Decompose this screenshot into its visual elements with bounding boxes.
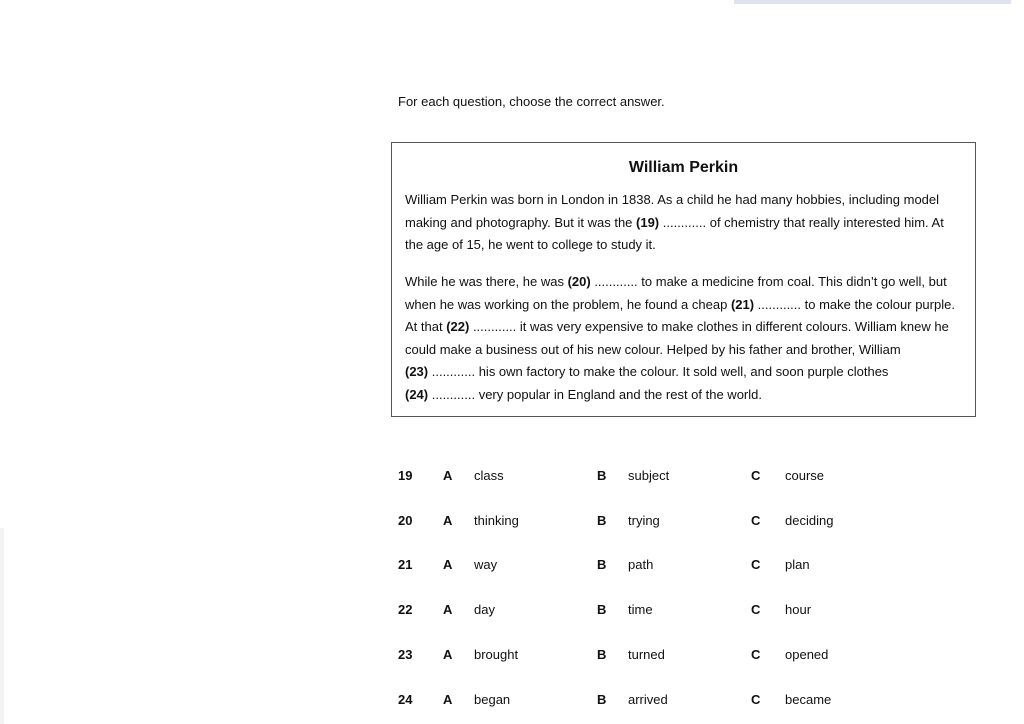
question-row-20 xyxy=(0,513,1024,533)
top-scroll-strip xyxy=(734,0,1011,4)
line-text: At that xyxy=(405,319,447,334)
gap-blank-19[interactable]: ............ xyxy=(659,214,710,230)
gap-number-20: (20) xyxy=(567,274,591,289)
option-letter-b[interactable]: B xyxy=(597,647,607,662)
line-text: could make a business out of his new colour. Helped by his father and brother, William xyxy=(405,341,901,357)
option-c[interactable]: deciding xyxy=(785,513,834,528)
gap-blank-22[interactable]: ............ xyxy=(469,319,520,334)
question-number: 23 xyxy=(398,647,413,662)
option-b[interactable]: time xyxy=(628,602,653,617)
option-a[interactable]: brought xyxy=(474,647,519,662)
question-row-19 xyxy=(0,468,1024,488)
line-text: of chemistry that really interested him. At xyxy=(709,214,944,230)
passage-box xyxy=(391,142,976,417)
option-b[interactable]: trying xyxy=(628,513,660,528)
option-letter-a[interactable]: A xyxy=(443,692,453,707)
gap-number-22: (22) xyxy=(446,319,470,334)
option-b[interactable]: turned xyxy=(628,647,665,662)
line-text: to make the colour purple. xyxy=(804,296,955,312)
gap-blank-24[interactable]: ............ xyxy=(428,386,479,402)
line-text: when he was working on the problem, he found a cheap xyxy=(405,296,731,312)
option-letter-c[interactable]: C xyxy=(751,647,761,662)
question-number: 21 xyxy=(398,557,413,572)
question-row-22 xyxy=(0,602,1024,622)
option-b[interactable]: path xyxy=(628,557,654,572)
line-text: While he was there, he was xyxy=(405,274,568,289)
option-a[interactable]: thinking xyxy=(474,513,519,528)
option-letter-b[interactable]: B xyxy=(597,468,607,483)
question-number: 19 xyxy=(398,468,413,483)
line-text: his own factory to make the colour. It sold well, and soon purple clothes xyxy=(478,364,889,379)
question-number: 20 xyxy=(398,513,413,528)
option-letter-a[interactable]: A xyxy=(443,468,453,483)
passage-line xyxy=(405,361,970,384)
option-b[interactable]: subject xyxy=(628,468,670,483)
option-letter-c[interactable]: C xyxy=(751,602,761,617)
passage-line xyxy=(405,189,970,212)
option-letter-b[interactable]: B xyxy=(597,513,607,528)
instruction-text: For each question, choose the correct answer. xyxy=(398,94,665,109)
passage-line xyxy=(405,384,970,407)
option-c[interactable]: became xyxy=(785,692,832,707)
passage-paragraph-1 xyxy=(405,189,970,257)
gap-number-21: (21) xyxy=(730,296,755,312)
passage-line xyxy=(405,212,970,235)
passage-line xyxy=(405,339,970,362)
option-a[interactable]: began xyxy=(474,692,511,707)
option-letter-b[interactable]: B xyxy=(597,602,607,617)
line-text: it was very expensive to make clothes in different colours. William knew he xyxy=(519,319,949,334)
passage-line xyxy=(405,316,970,339)
gap-blank-20[interactable]: ............ xyxy=(590,274,642,289)
option-letter-a[interactable]: A xyxy=(443,602,453,617)
line-text: very popular in England and the rest of the world. xyxy=(478,386,762,402)
option-letter-a[interactable]: A xyxy=(443,557,453,572)
option-letter-a[interactable]: A xyxy=(443,647,453,662)
option-letter-c[interactable]: C xyxy=(751,557,761,572)
option-a[interactable]: class xyxy=(474,468,504,483)
passage-title: William Perkin xyxy=(628,159,739,176)
option-b[interactable]: arrived xyxy=(628,692,668,707)
passage-line xyxy=(405,234,970,257)
question-number: 24 xyxy=(398,692,413,707)
option-c[interactable]: plan xyxy=(785,557,810,572)
question-number: 22 xyxy=(398,602,413,617)
question-row-24 xyxy=(0,692,1024,712)
option-c[interactable]: hour xyxy=(785,602,812,617)
gap-blank-23[interactable]: ............ xyxy=(428,364,479,379)
gap-number-19: (19) xyxy=(636,214,660,230)
passage-line xyxy=(405,294,970,317)
option-letter-c[interactable]: C xyxy=(751,468,761,483)
option-c[interactable]: course xyxy=(785,468,825,483)
line-text: to make a medicine from coal. This didn’t go well, but xyxy=(641,274,947,289)
gap-number-23: (23) xyxy=(405,364,429,379)
option-a[interactable]: day xyxy=(474,602,495,617)
option-letter-c[interactable]: C xyxy=(751,513,761,528)
line-text: the age of 15, he went to college to study it. xyxy=(405,237,656,252)
gap-number-24: (24) xyxy=(405,386,429,402)
question-row-21 xyxy=(0,557,1024,577)
option-letter-c[interactable]: C xyxy=(751,692,761,707)
question-row-23 xyxy=(0,647,1024,667)
gap-blank-21[interactable]: ............ xyxy=(754,296,805,312)
passage-paragraph-2 xyxy=(405,271,970,406)
option-letter-a[interactable]: A xyxy=(443,513,453,528)
line-text: making and photography. But it was the xyxy=(405,214,637,230)
option-a[interactable]: way xyxy=(474,557,498,572)
option-c[interactable]: opened xyxy=(785,647,829,662)
passage-line xyxy=(405,271,970,294)
option-letter-b[interactable]: B xyxy=(597,557,607,572)
line-text: William Perkin was born in London in 1838. As a child he had many hobbies, including model xyxy=(405,192,940,207)
option-letter-b[interactable]: B xyxy=(597,692,607,707)
